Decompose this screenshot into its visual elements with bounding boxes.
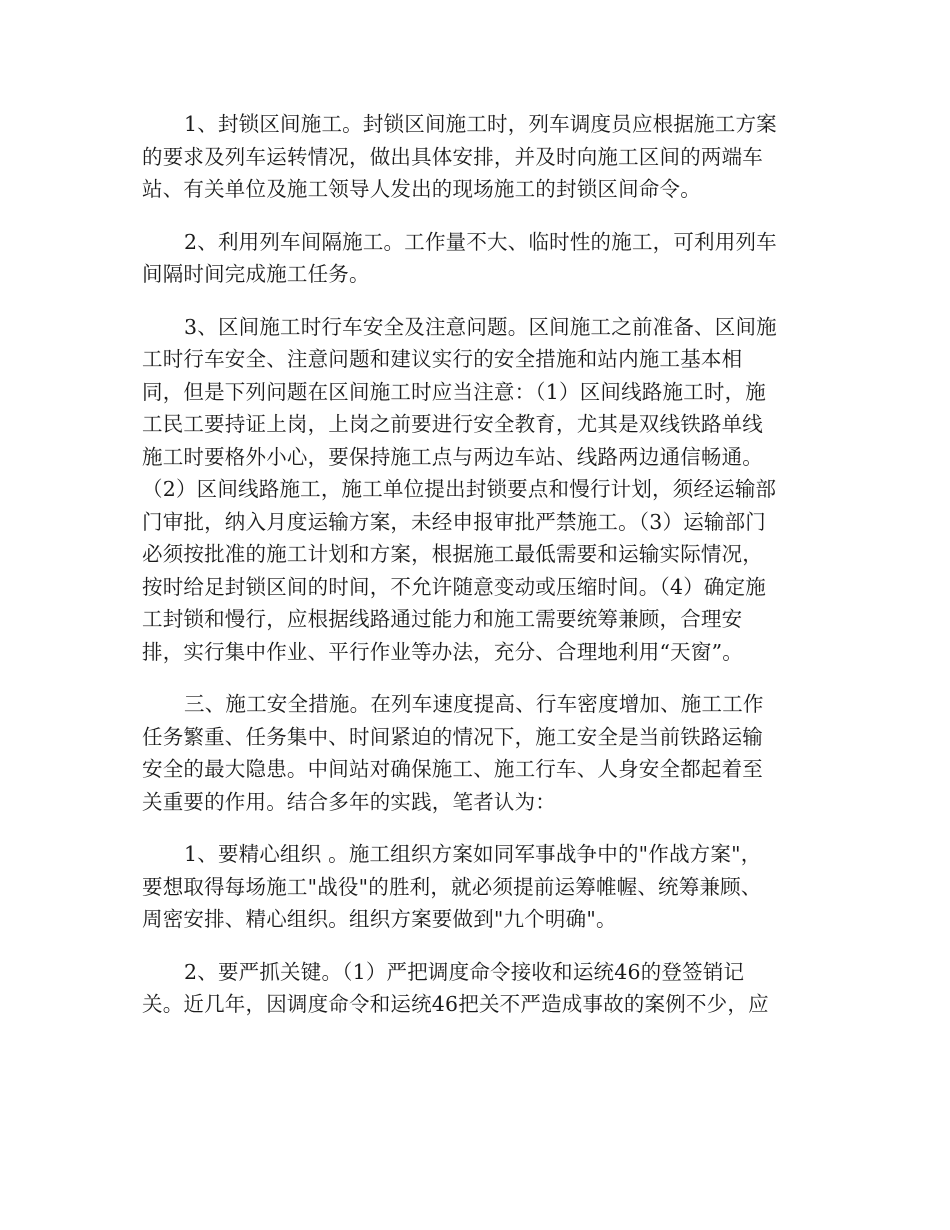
document-page — [142, 108, 806, 1041]
text-line: 三、施工安全措施。在列车速度提高、行车密度增加、施工工作 — [184, 692, 764, 716]
text-line: 2、要严抓关键。（1）严把调度命令接收和运统46的登签销记 — [184, 959, 745, 984]
text-line: 的要求及列车运转情况，做出具体安排，并及时向施工区间的两端车 — [142, 144, 763, 169]
text-line: 工民工要持证上岗，上岗之前要进行安全教育，尤其是双线铁路单线 — [142, 412, 763, 436]
text-line: 1、要精心组织 。施工组织方案如同军事战争中的"作战方案"， — [184, 842, 762, 866]
paragraph-section-safety — [142, 311, 806, 669]
text-line: 门审批，纳入月度运输方案，未经申报审批严禁施工。（3）运输部门 — [142, 509, 766, 534]
paragraph-careful-organization — [142, 838, 806, 936]
paragraph-blockade-construction — [142, 108, 806, 206]
text-line: 安全的最大隐患。中间站对确保施工、施工行车、人身安全都起着至 — [142, 757, 763, 781]
text-line: 排，实行集中作业、平行作业等办法，充分、合理地利用“天窗”。 — [142, 639, 743, 664]
text-line: （2）区间线路施工，施工单位提出封锁要点和慢行计划，须经运输部 — [142, 477, 777, 501]
text-line: 站、有关单位及施工领导人发出的现场施工的封锁区间命令。 — [142, 177, 701, 201]
text-line: 2、利用列车间隔施工。工作量不大、临时性的施工，可利用列车 — [184, 229, 777, 254]
text-line: 工封锁和慢行，应根据线路通过能力和施工需要统筹兼顾，合理安 — [142, 607, 743, 631]
text-line: 关。近几年，因调度命令和运统46把关不严造成事故的案例不少，应 — [142, 992, 769, 1016]
text-line: 施工时要格外小心，要保持施工点与两边车站、线路两边通信畅通。 — [142, 444, 763, 469]
text-line: 必须按批准的施工计划和方案，根据施工最低需要和运输实际情况， — [142, 542, 763, 566]
text-line: 间隔时间完成施工任务。 — [142, 262, 370, 286]
text-line: 按时给足封锁区间的时间，不允许随意变动或压缩时间。（4）确定施 — [142, 574, 766, 599]
text-line: 3、区间施工时行车安全及注意问题。区间施工之前准备、区间施 — [184, 314, 777, 339]
paragraph-interval-construction — [142, 226, 806, 291]
text-line: 要想取得每场施工"战役"的胜利，就必须提前运筹帷幄、统筹兼顾、 — [142, 874, 762, 899]
text-line: 同，但是下列问题在区间施工时应当注意：（1）区间线路施工时，施 — [142, 379, 766, 404]
text-line: 周密安排、精心组织。组织方案要做到"九个明确"。 — [142, 907, 617, 931]
text-line: 任务繁重、任务集中、时间紧迫的情况下，施工安全是当前铁路运输 — [142, 724, 763, 749]
paragraph-key-control — [142, 956, 806, 1021]
paragraph-safety-measures — [142, 688, 806, 818]
text-line: 工时行车安全、注意问题和建议实行的安全措施和站内施工基本相 — [142, 347, 743, 371]
text-line: 关重要的作用。结合多年的实践，笔者认为： — [142, 789, 556, 814]
text-line: 1、封锁区间施工。封锁区间施工时，列车调度员应根据施工方案 — [184, 112, 777, 136]
